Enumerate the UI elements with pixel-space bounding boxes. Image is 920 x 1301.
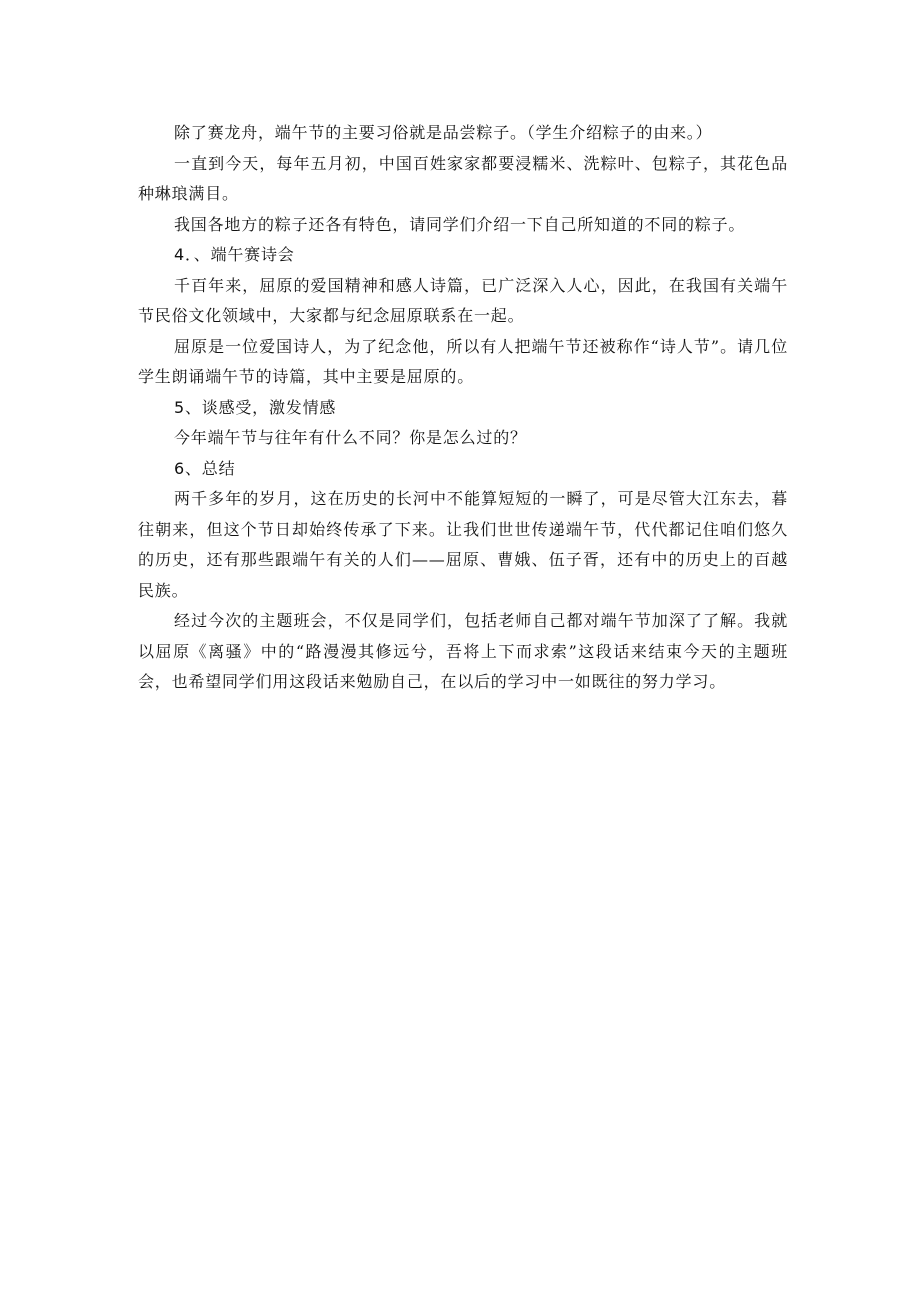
paragraph-poets-day: 屈原是一位爱国诗人，为了纪念他，所以有人把端午节还被称作“诗人节”。请几位学生朗诵端午节的诗篇，其中主要是屈原的。 — [138, 336, 788, 386]
paragraph-zongzi-custom: 除了赛龙舟，端午节的主要习俗就是品尝粽子。（学生介绍粽子的由来。） — [174, 123, 713, 142]
paragraph-history: 两千多年的岁月，这在历史的长河中不能算短短的一瞬了，可是尽管大江东去，暮往朝来，但这个节日却始终传承了下来。让我们世世传递端午节，代代都记住咱们悠久的历史，还有那些跟端午有关的人们——屈原、曹娥、伍子胥，还有中的历史上的百越民族。 — [138, 489, 788, 600]
paragraph-conclusion: 经过今次的主题班会，不仅是同学们，包括老师自己都对端午节加深了了解。我就以屈原《离骚》中的“路漫漫其修远兮，吾将上下而求索”这段话来结束今天的主题班会，也希望同学们用这段话来勉励自己，在以后的学习中一如既往的努力学习。 — [138, 611, 788, 691]
paragraph-question: 今年端午节与往年有什么不同？你是怎么过的？ — [174, 428, 527, 447]
section-heading-summary: 6、总结 — [174, 458, 236, 478]
paragraph-zongzi-regional: 我国各地方的粽子还各有特色，请同学们介绍一下自己所知道的不同的粽子。 — [174, 214, 746, 234]
document-body — [138, 118, 788, 698]
section-heading-feelings: 5、谈感受，激发情感 — [174, 397, 337, 417]
section-heading-poetry: 4．、端午赛诗会 — [174, 245, 295, 264]
paragraph-quyuan-spirit: 千百年来，屈原的爱国精神和感人诗篇，已广泛深入人心，因此，在我国有关端午节民俗文化领域中，大家都与纪念屈原联系在一起。 — [138, 275, 788, 325]
paragraph-zongzi-tradition: 一直到今天，每年五月初，中国百姓家家都要浸糯米、洗粽叶、包粽子，其花色品种琳琅满目。 — [138, 153, 788, 203]
